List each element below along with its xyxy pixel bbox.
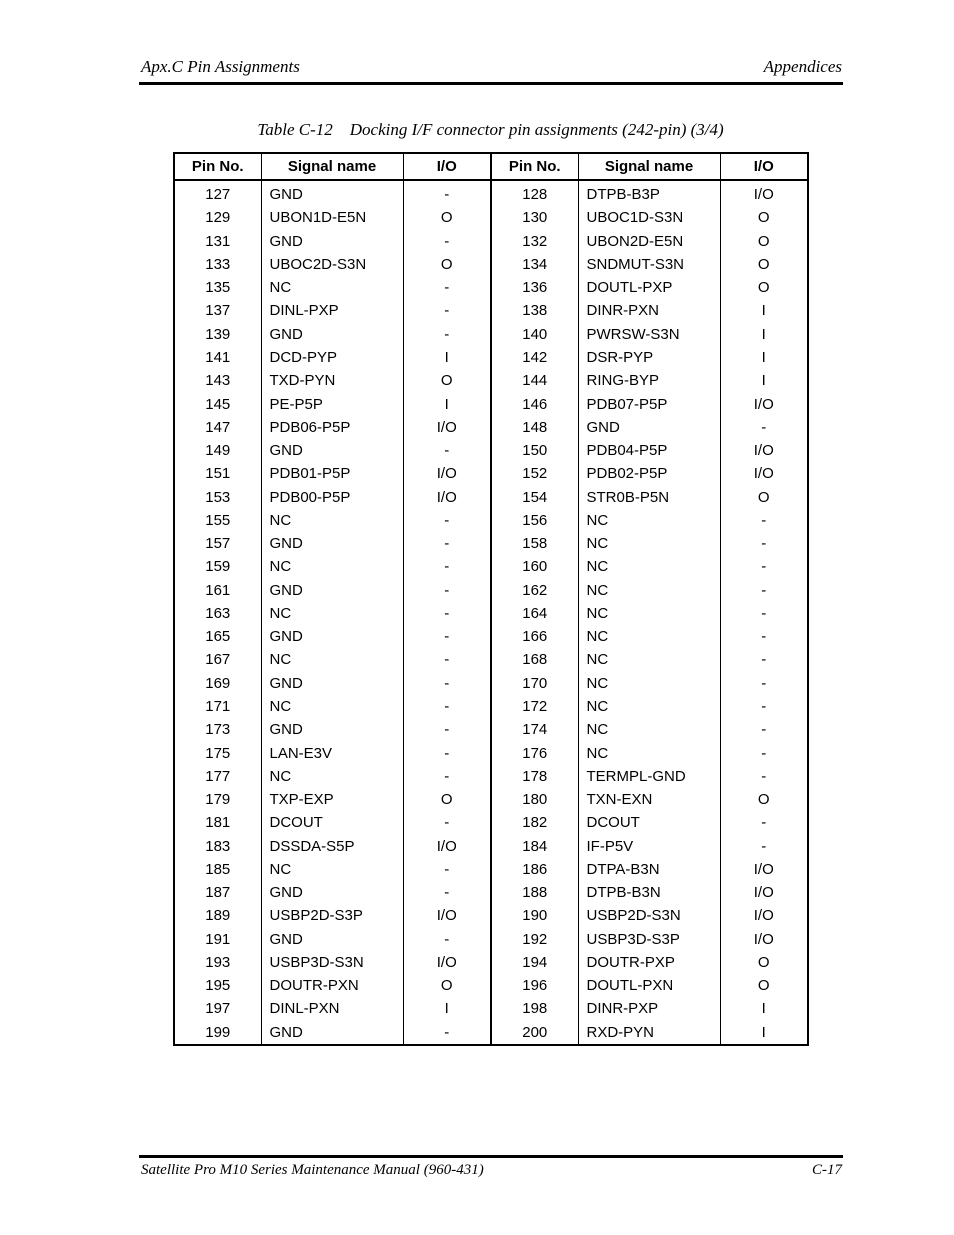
io-type-cell: O <box>403 253 491 276</box>
signal-name-cell: RXD-PYN <box>578 1021 720 1045</box>
signal-name-cell: GND <box>261 230 403 253</box>
signal-name-cell: LAN-E3V <box>261 741 403 764</box>
signal-name-cell: DTPB-B3P <box>578 180 720 206</box>
table-row <box>174 485 808 508</box>
table-row <box>174 323 808 346</box>
io-type-cell: - <box>403 276 491 299</box>
table-row <box>174 369 808 392</box>
io-type-cell: O <box>720 974 808 997</box>
pin-number-cell: 169 <box>205 674 231 692</box>
pin-number-cell: 127 <box>205 186 231 204</box>
header-section-title: Apx.C Pin Assignments <box>141 57 300 76</box>
io-type-cell: - <box>720 741 808 764</box>
io-type-cell: - <box>720 625 808 648</box>
pin-number-cell: 186 <box>491 858 578 881</box>
pin-number-cell: 128 <box>491 180 578 206</box>
io-type-cell: - <box>720 672 808 695</box>
signal-name-cell: GND <box>261 881 403 904</box>
io-type-cell: O <box>720 951 808 974</box>
signal-name-cell: NC <box>578 509 720 532</box>
io-type-cell: - <box>403 532 491 555</box>
pin-number-cell: 136 <box>491 276 578 299</box>
table-row <box>174 509 808 532</box>
signal-name-cell: UBON1D-E5N <box>261 206 403 229</box>
pin-number-cell: 179 <box>205 791 231 809</box>
header-chapter-title: Appendices <box>763 57 842 76</box>
signal-name-cell: USBP2D-S3P <box>261 904 403 927</box>
pin-number-cell: 147 <box>205 418 231 436</box>
signal-name-cell: NC <box>261 509 403 532</box>
pin-number-cell: 131 <box>205 232 231 250</box>
table-row <box>174 462 808 485</box>
pin-number-cell: 159 <box>205 558 231 576</box>
signal-name-cell: GND <box>578 416 720 439</box>
io-type-cell: - <box>403 695 491 718</box>
pin-number-cell: 156 <box>491 509 578 532</box>
pin-number-cell: 146 <box>491 392 578 415</box>
pin-number-cell: 142 <box>491 346 578 369</box>
signal-name-cell: GND <box>261 532 403 555</box>
pin-number-cell: 190 <box>491 904 578 927</box>
table-header-row <box>174 153 808 180</box>
signal-name-cell: GND <box>261 323 403 346</box>
io-type-cell: I <box>720 346 808 369</box>
pin-number-cell: 184 <box>491 834 578 857</box>
io-type-cell: - <box>720 509 808 532</box>
signal-name-cell: PDB01-P5P <box>261 462 403 485</box>
io-type-cell: - <box>403 299 491 322</box>
io-type-cell: - <box>403 509 491 532</box>
io-type-cell: - <box>720 718 808 741</box>
io-type-cell: I/O <box>720 462 808 485</box>
io-type-cell: O <box>720 276 808 299</box>
table-row <box>174 253 808 276</box>
pin-number-cell: 153 <box>205 488 231 506</box>
pin-number-cell: 170 <box>491 672 578 695</box>
io-type-cell: I/O <box>403 951 491 974</box>
io-type-cell: I <box>720 1021 808 1045</box>
signal-name-cell: STR0B-P5N <box>578 485 720 508</box>
io-type-cell: - <box>720 834 808 857</box>
io-type-cell: - <box>720 555 808 578</box>
pin-number-cell: 175 <box>205 744 231 762</box>
signal-name-cell: DOUTR-PXP <box>578 951 720 974</box>
pin-number-cell: 185 <box>205 860 231 878</box>
signal-name-cell: TXN-EXN <box>578 788 720 811</box>
io-type-cell: I <box>403 392 491 415</box>
signal-name-cell: DCD-PYP <box>261 346 403 369</box>
table-row <box>174 672 808 695</box>
io-type-cell: I/O <box>403 416 491 439</box>
signal-name-cell: GND <box>261 180 403 206</box>
signal-name-cell: TXP-EXP <box>261 788 403 811</box>
pin-number-cell: 135 <box>205 279 231 297</box>
pin-number-cell: 151 <box>205 465 231 483</box>
table-row <box>174 695 808 718</box>
table-row <box>174 230 808 253</box>
signal-name-cell: NC <box>261 555 403 578</box>
pin-number-cell: 133 <box>205 255 231 273</box>
io-type-cell: - <box>720 648 808 671</box>
io-type-cell: I <box>403 997 491 1020</box>
io-type-cell: I <box>720 997 808 1020</box>
io-type-cell: - <box>403 858 491 881</box>
pin-number-cell: 132 <box>491 230 578 253</box>
io-type-cell: I/O <box>720 439 808 462</box>
io-type-cell: - <box>403 555 491 578</box>
signal-name-cell: PDB04-P5P <box>578 439 720 462</box>
signal-name-cell: DOUTL-PXN <box>578 974 720 997</box>
io-type-cell: - <box>403 928 491 951</box>
signal-name-cell: DSR-PYP <box>578 346 720 369</box>
io-type-cell: - <box>403 811 491 834</box>
signal-name-cell: USBP3D-S3N <box>261 951 403 974</box>
io-type-cell: - <box>720 811 808 834</box>
table-row <box>174 788 808 811</box>
signal-name-cell: PDB02-P5P <box>578 462 720 485</box>
signal-name-cell: DOUTR-PXN <box>261 974 403 997</box>
signal-name-cell: NC <box>578 579 720 602</box>
column-header-signal-name: Signal name <box>261 153 403 180</box>
signal-name-cell: NC <box>578 555 720 578</box>
pin-number-cell: 152 <box>491 462 578 485</box>
pin-number-cell: 197 <box>205 1000 231 1018</box>
pin-assignment-table <box>173 152 809 1046</box>
pin-number-cell: 148 <box>491 416 578 439</box>
pin-number-cell: 172 <box>491 695 578 718</box>
signal-name-cell: GND <box>261 718 403 741</box>
column-header-io: I/O <box>403 153 491 180</box>
pin-number-cell: 181 <box>205 814 231 832</box>
io-type-cell: I <box>720 323 808 346</box>
io-type-cell: - <box>403 602 491 625</box>
table-row <box>174 765 808 788</box>
pin-number-cell: 194 <box>491 951 578 974</box>
signal-name-cell: PDB00-P5P <box>261 485 403 508</box>
signal-name-cell: DCOUT <box>261 811 403 834</box>
pin-number-cell: 137 <box>205 302 231 320</box>
pin-number-cell: 134 <box>491 253 578 276</box>
io-type-cell: - <box>403 672 491 695</box>
signal-name-cell: NC <box>261 276 403 299</box>
signal-name-cell: NC <box>578 532 720 555</box>
signal-name-cell: DINR-PXP <box>578 997 720 1020</box>
signal-name-cell: UBOC2D-S3N <box>261 253 403 276</box>
signal-name-cell: PWRSW-S3N <box>578 323 720 346</box>
table-body <box>174 180 808 1045</box>
signal-name-cell: GND <box>261 928 403 951</box>
signal-name-cell: GND <box>261 672 403 695</box>
signal-name-cell: NC <box>261 765 403 788</box>
signal-name-cell: RING-BYP <box>578 369 720 392</box>
column-header-pin-no-2: Pin No. <box>491 153 578 180</box>
io-type-cell: - <box>720 416 808 439</box>
table-row <box>174 206 808 229</box>
io-type-cell: O <box>403 788 491 811</box>
signal-name-cell: SNDMUT-S3N <box>578 253 720 276</box>
signal-name-cell: DOUTL-PXP <box>578 276 720 299</box>
pin-number-cell: 196 <box>491 974 578 997</box>
pin-number-cell: 139 <box>205 325 231 343</box>
io-type-cell: I <box>720 299 808 322</box>
io-type-cell: O <box>720 485 808 508</box>
io-type-cell: I/O <box>720 180 808 206</box>
io-type-cell: - <box>403 718 491 741</box>
pin-number-cell: 162 <box>491 579 578 602</box>
table-row <box>174 904 808 927</box>
column-header-pin-no: Pin No. <box>174 153 261 180</box>
signal-name-cell: GND <box>261 579 403 602</box>
pin-number-cell: 191 <box>205 930 231 948</box>
table-row <box>174 416 808 439</box>
io-type-cell: O <box>720 788 808 811</box>
io-type-cell: - <box>403 648 491 671</box>
table-row <box>174 741 808 764</box>
io-type-cell: I/O <box>720 881 808 904</box>
signal-name-cell: DINL-PXN <box>261 997 403 1020</box>
table-row <box>174 834 808 857</box>
table-row <box>174 276 808 299</box>
signal-name-cell: NC <box>261 648 403 671</box>
io-type-cell: - <box>403 439 491 462</box>
pin-number-cell: 165 <box>205 628 231 646</box>
page-number: C-17 <box>812 1162 842 1178</box>
signal-name-cell: TERMPL-GND <box>578 765 720 788</box>
table-row <box>174 555 808 578</box>
pin-number-cell: 149 <box>205 442 231 460</box>
column-header-io-2: I/O <box>720 153 808 180</box>
signal-name-cell: GND <box>261 1021 403 1045</box>
pin-number-cell: 182 <box>491 811 578 834</box>
signal-name-cell: DTPA-B3N <box>578 858 720 881</box>
io-type-cell: I/O <box>720 392 808 415</box>
io-type-cell: - <box>720 765 808 788</box>
pin-number-cell: 141 <box>205 348 231 366</box>
signal-name-cell: NC <box>261 858 403 881</box>
io-type-cell: I/O <box>403 485 491 508</box>
io-type-cell: O <box>720 253 808 276</box>
io-type-cell: - <box>403 625 491 648</box>
table-row <box>174 346 808 369</box>
pin-number-cell: 189 <box>205 907 231 925</box>
io-type-cell: O <box>720 230 808 253</box>
pin-number-cell: 138 <box>491 299 578 322</box>
pin-number-cell: 180 <box>491 788 578 811</box>
table-row <box>174 579 808 602</box>
table-row <box>174 718 808 741</box>
pin-number-cell: 200 <box>491 1021 578 1045</box>
pin-number-cell: 171 <box>205 697 231 715</box>
pin-number-cell: 183 <box>205 837 231 855</box>
signal-name-cell: DCOUT <box>578 811 720 834</box>
pin-number-cell: 198 <box>491 997 578 1020</box>
signal-name-cell: UBON2D-E5N <box>578 230 720 253</box>
pin-number-cell: 164 <box>491 602 578 625</box>
pin-number-cell: 187 <box>205 884 231 902</box>
pin-number-cell: 195 <box>205 977 231 995</box>
pin-number-cell: 154 <box>491 485 578 508</box>
io-type-cell: - <box>403 765 491 788</box>
pin-number-cell: 174 <box>491 718 578 741</box>
io-type-cell: - <box>403 881 491 904</box>
page-header <box>139 56 843 85</box>
pin-number-cell: 129 <box>205 209 231 227</box>
io-type-cell: O <box>720 206 808 229</box>
signal-name-cell: NC <box>578 718 720 741</box>
pin-number-cell: 155 <box>205 511 231 529</box>
io-type-cell: - <box>720 579 808 602</box>
signal-name-cell: DTPB-B3N <box>578 881 720 904</box>
pin-number-cell: 140 <box>491 323 578 346</box>
table-row <box>174 1021 808 1045</box>
footer-manual-title: Satellite Pro M10 Series Maintenance Manual (960-431) <box>141 1162 484 1178</box>
signal-name-cell: NC <box>578 625 720 648</box>
table-row <box>174 532 808 555</box>
io-type-cell: I/O <box>720 928 808 951</box>
pin-number-cell: 167 <box>205 651 231 669</box>
signal-name-cell: PDB06-P5P <box>261 416 403 439</box>
io-type-cell: - <box>403 741 491 764</box>
signal-name-cell: NC <box>261 602 403 625</box>
io-type-cell: - <box>403 1021 491 1045</box>
pin-number-cell: 130 <box>491 206 578 229</box>
pin-number-cell: 166 <box>491 625 578 648</box>
table-row <box>174 180 808 206</box>
pin-number-cell: 160 <box>491 555 578 578</box>
io-type-cell: I/O <box>720 904 808 927</box>
io-type-cell: O <box>403 369 491 392</box>
pin-number-cell: 173 <box>205 721 231 739</box>
io-type-cell: I <box>403 346 491 369</box>
table-row <box>174 881 808 904</box>
pin-number-cell: 163 <box>205 604 231 622</box>
signal-name-cell: USBP3D-S3P <box>578 928 720 951</box>
pin-number-cell: 161 <box>205 581 231 599</box>
pin-number-cell: 177 <box>205 767 231 785</box>
io-type-cell: I <box>720 369 808 392</box>
table-row <box>174 928 808 951</box>
signal-name-cell: DINR-PXN <box>578 299 720 322</box>
signal-name-cell: GND <box>261 625 403 648</box>
io-type-cell: O <box>403 206 491 229</box>
pin-number-cell: 176 <box>491 741 578 764</box>
table-row <box>174 299 808 322</box>
signal-name-cell: DSSDA-S5P <box>261 834 403 857</box>
signal-name-cell: GND <box>261 439 403 462</box>
table-row <box>174 602 808 625</box>
pin-number-cell: 144 <box>491 369 578 392</box>
pin-number-cell: 145 <box>205 395 231 413</box>
table-row <box>174 625 808 648</box>
pin-number-cell: 158 <box>491 532 578 555</box>
io-type-cell: - <box>720 532 808 555</box>
signal-name-cell: NC <box>261 695 403 718</box>
io-type-cell: - <box>403 579 491 602</box>
signal-name-cell: UBOC1D-S3N <box>578 206 720 229</box>
table-row <box>174 439 808 462</box>
io-type-cell: I/O <box>403 904 491 927</box>
io-type-cell: I/O <box>403 834 491 857</box>
signal-name-cell: TXD-PYN <box>261 369 403 392</box>
signal-name-cell: PE-P5P <box>261 392 403 415</box>
signal-name-cell: NC <box>578 672 720 695</box>
table-row <box>174 392 808 415</box>
io-type-cell: I/O <box>720 858 808 881</box>
table-row <box>174 997 808 1020</box>
pin-number-cell: 157 <box>205 535 231 553</box>
io-type-cell: I/O <box>403 462 491 485</box>
signal-name-cell: USBP2D-S3N <box>578 904 720 927</box>
table-row <box>174 811 808 834</box>
signal-name-cell: NC <box>578 695 720 718</box>
signal-name-cell: PDB07-P5P <box>578 392 720 415</box>
table-row <box>174 951 808 974</box>
io-type-cell: - <box>403 180 491 206</box>
pin-number-cell: 178 <box>491 765 578 788</box>
signal-name-cell: IF-P5V <box>578 834 720 857</box>
table-row <box>174 648 808 671</box>
page-footer <box>139 1155 843 1180</box>
io-type-cell: - <box>720 695 808 718</box>
io-type-cell: O <box>403 974 491 997</box>
signal-name-cell: NC <box>578 602 720 625</box>
pin-number-cell: 199 <box>205 1023 231 1041</box>
pin-number-cell: 188 <box>491 881 578 904</box>
pin-number-cell: 143 <box>205 372 231 390</box>
signal-name-cell: NC <box>578 648 720 671</box>
signal-name-cell: DINL-PXP <box>261 299 403 322</box>
io-type-cell: - <box>403 230 491 253</box>
table-caption: Table C-12 Docking I/F connector pin assignments (242-pin) (3/4) <box>257 120 724 139</box>
io-type-cell: - <box>720 602 808 625</box>
signal-name-cell: NC <box>578 741 720 764</box>
io-type-cell: - <box>403 323 491 346</box>
pin-number-cell: 150 <box>491 439 578 462</box>
pin-number-cell: 193 <box>205 953 231 971</box>
pin-number-cell: 192 <box>491 928 578 951</box>
table-row <box>174 974 808 997</box>
pin-number-cell: 168 <box>491 648 578 671</box>
table-row <box>174 858 808 881</box>
column-header-signal-name-2: Signal name <box>578 153 720 180</box>
